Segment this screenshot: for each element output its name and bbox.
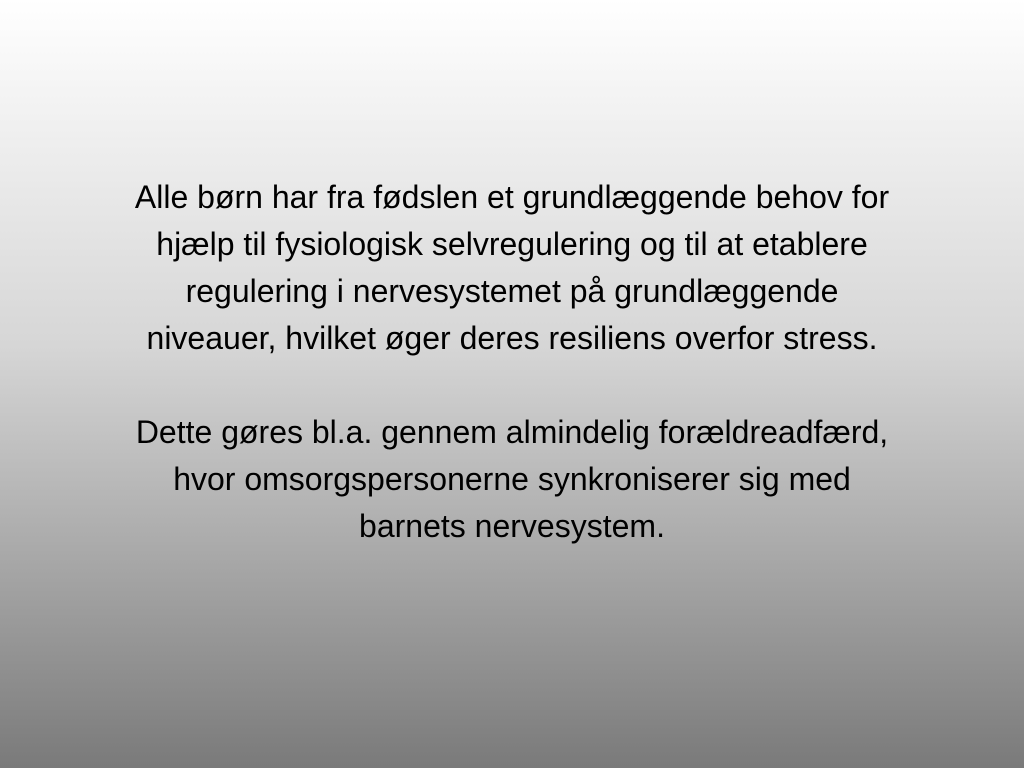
paragraph-1-line-4: niveauer, hvilket øger deres resiliens overfor stress. — [146, 320, 878, 356]
paragraph-2-line-3: barnets nervesystem. — [359, 508, 665, 544]
paragraph-1-line-3: regulering i nervesystemet på grundlæggende — [185, 273, 839, 309]
paragraph-2-line-2: hvor omsorgspersonerne synkroniserer sig med — [173, 461, 851, 497]
paragraph-1 — [30, 174, 994, 362]
paragraph-1-line-2: hjælp til fysiologisk selvregulering og til at etablere — [156, 226, 868, 262]
paragraph-1-line-1: Alle børn har fra fødslen et grundlæggende behov for — [134, 179, 890, 215]
paragraph-spacer — [30, 362, 994, 409]
slide-text-body — [30, 174, 994, 550]
paragraph-2 — [30, 409, 994, 550]
paragraph-2-line-1: Dette gøres bl.a. gennem almindelig forældreadfærd, — [135, 414, 889, 450]
